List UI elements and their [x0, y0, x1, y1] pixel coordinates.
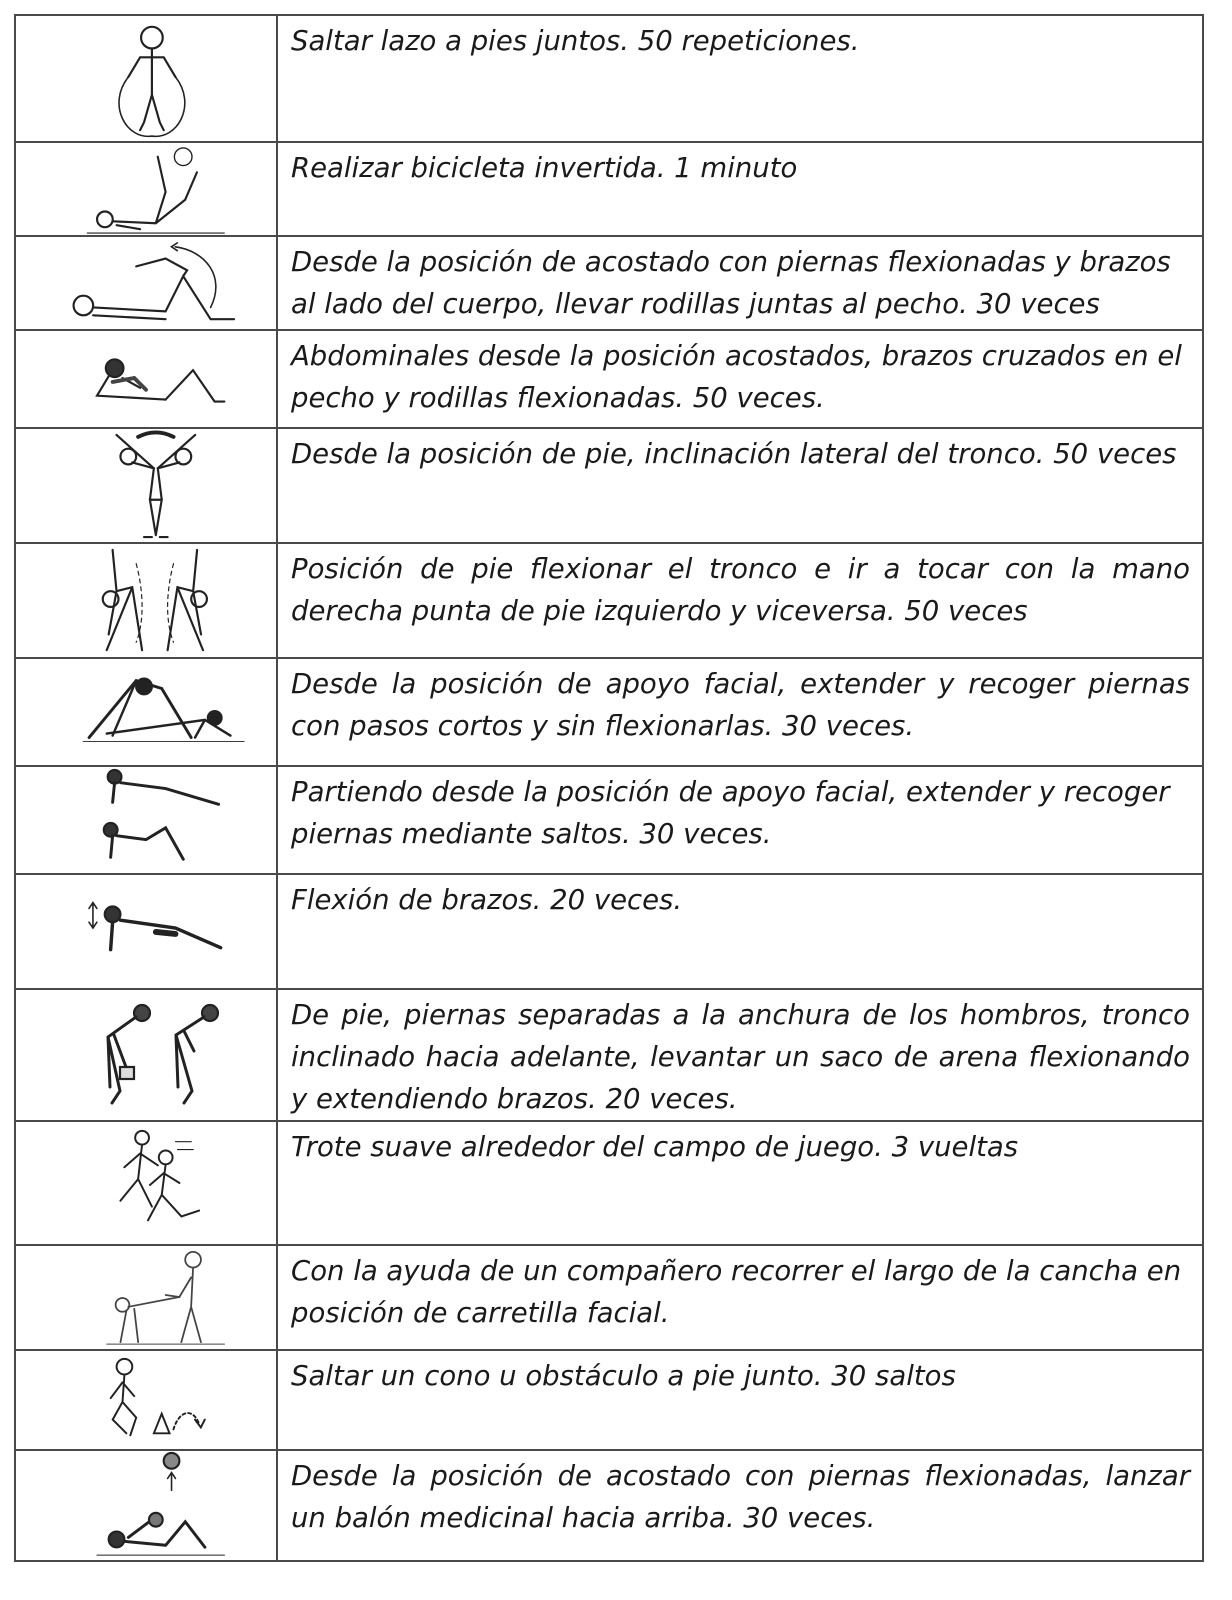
- inchworm-figure: [16, 659, 276, 765]
- sit-up-figure: [16, 331, 276, 427]
- burpee-figure: [16, 767, 276, 873]
- exercise-figure-cell: [15, 1450, 277, 1561]
- exercise-description: Desde la posición de acostado con piernas flexionadas, lanzar un balón medicinal hacia arriba. 30 veces.: [277, 1450, 1203, 1561]
- exercise-description: Realizar bicicleta invertida. 1 minuto: [277, 142, 1203, 236]
- exercise-row: [15, 1245, 1203, 1350]
- exercise-description: Desde la posición de acostado con piernas flexionadas y brazos al lado del cuerpo, llevar rodillas juntas al pecho. 30 veces: [277, 236, 1203, 330]
- exercise-figure-cell: [15, 428, 277, 543]
- exercise-row: [15, 1450, 1203, 1561]
- exercise-figure-cell: [15, 543, 277, 658]
- exercise-description: Desde la posición de pie, inclinación lateral del tronco. 50 veces: [277, 428, 1203, 543]
- exercise-figure-cell: [15, 15, 277, 142]
- exercise-row: [15, 236, 1203, 330]
- exercise-row: [15, 15, 1203, 142]
- push-up-figure: [16, 875, 276, 988]
- exercise-figure-cell: [15, 330, 277, 428]
- exercise-figure-cell: [15, 236, 277, 330]
- exercise-row: [15, 874, 1203, 989]
- exercise-row: [15, 330, 1203, 428]
- exercise-row: [15, 543, 1203, 658]
- exercise-description: Trote suave alrededor del campo de juego. 3 vueltas: [277, 1121, 1203, 1245]
- exercise-figure-cell: [15, 1350, 277, 1450]
- exercise-figure-cell: [15, 989, 277, 1121]
- exercise-description: Posición de pie flexionar el tronco e ir a tocar con la mano derecha punta de pie izquierdo y viceversa. 50 veces: [277, 543, 1203, 658]
- exercise-figure-cell: [15, 658, 277, 766]
- exercise-figure-cell: [15, 142, 277, 236]
- cone-jump-figure: [16, 1351, 276, 1449]
- knees-to-chest-figure: [16, 237, 276, 329]
- exercise-row: [15, 1350, 1203, 1450]
- exercise-figure-cell: [15, 766, 277, 874]
- medicine-ball-figure: [16, 1451, 276, 1560]
- exercise-row: [15, 989, 1203, 1121]
- exercise-description: Flexión de brazos. 20 veces.: [277, 874, 1203, 989]
- exercise-figure-cell: [15, 1245, 277, 1350]
- inverted-bicycle-figure: [16, 143, 276, 235]
- exercise-row: [15, 658, 1203, 766]
- exercise-description: Saltar un cono u obstáculo a pie junto. 30 saltos: [277, 1350, 1203, 1450]
- side-bend-figure: [16, 429, 276, 542]
- bent-over-row-figure: [16, 990, 276, 1120]
- exercise-description: Desde la posición de apoyo facial, extender y recoger piernas con pasos cortos y sin flexionarlas. 30 veces.: [277, 658, 1203, 766]
- jump-rope-figure: [16, 16, 276, 141]
- jogging-figure: [16, 1122, 276, 1244]
- exercise-figure-cell: [15, 1121, 277, 1245]
- exercise-row: [15, 766, 1203, 874]
- exercise-description: De pie, piernas separadas a la anchura de los hombros, tronco inclinado hacia adelante, levantar un saco de arena flexionando y extendiendo brazos. 20 veces.: [277, 989, 1203, 1121]
- exercise-figure-cell: [15, 874, 277, 989]
- exercise-description: Saltar lazo a pies juntos. 50 repeticiones.: [277, 15, 1203, 142]
- exercise-row: [15, 428, 1203, 543]
- exercise-table: [14, 14, 1204, 1562]
- wheelbarrow-figure: [16, 1246, 276, 1349]
- exercise-description: Partiendo desde la posición de apoyo facial, extender y recoger piernas mediante saltos. 30 veces.: [277, 766, 1203, 874]
- toe-touch-figure: [16, 544, 276, 657]
- exercise-row: [15, 142, 1203, 236]
- exercise-description: Con la ayuda de un compañero recorrer el largo de la cancha en posición de carretilla facial.: [277, 1245, 1203, 1350]
- exercise-row: [15, 1121, 1203, 1245]
- exercise-description: Abdominales desde la posición acostados, brazos cruzados en el pecho y rodillas flexionadas. 50 veces.: [277, 330, 1203, 428]
